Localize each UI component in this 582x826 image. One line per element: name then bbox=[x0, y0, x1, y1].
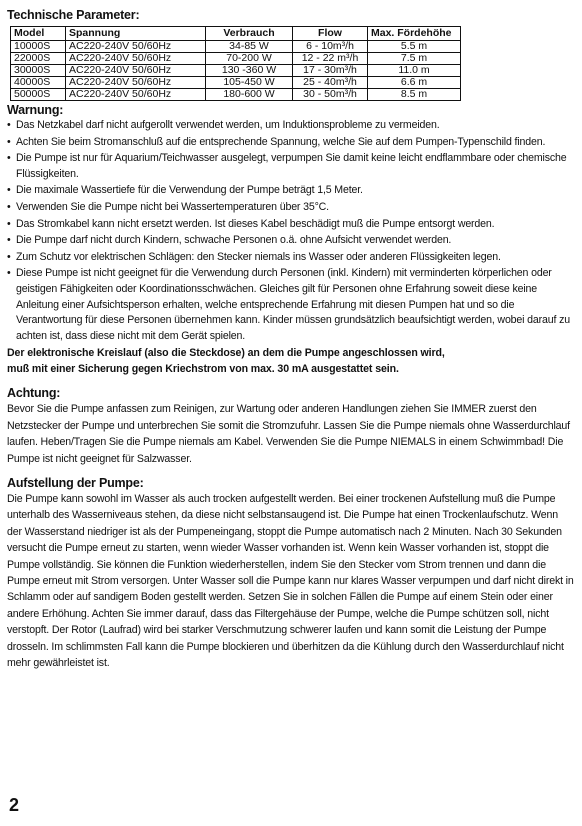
cell-spannung: AC220-240V 50/60Hz bbox=[66, 89, 206, 101]
cell-verbrauch: 70-200 W bbox=[206, 53, 293, 65]
safety-note-line-1: Der elektronische Kreislauf (also die Steckdose) an dem die Pumpe angeschlossen wird, bbox=[7, 347, 445, 360]
cell-flow: 12 - 22 m³/h bbox=[293, 53, 368, 65]
safety-note-line-2: muß mit einer Sicherung gegen Kriechstrom von max. 30 mA ausgestattet sein. bbox=[7, 363, 399, 376]
cell-spannung: AC220-240V 50/60Hz bbox=[66, 41, 206, 53]
setup-title: Aufstellung der Pumpe: bbox=[7, 475, 144, 490]
cell-model: 22000S bbox=[11, 53, 66, 65]
list-item: • Diese Pumpe ist nicht geeignet für die Verwendung durch Personen (inkl. Kindern) mit verminderten körperlichen oder geistigen Fähigkeiten oder Koordinationsschwächen. Gleiches gilt für Personen ohne Erfahrung soweit diese keine Anleitung einer Aufsichtsperson erhalten, welche entsprechende Erfahrung mit diesen Pumpen hat und so die Verantwortung für diese Personen übernehmen kann. Kinder müssen grundsätzlich beaufsichtigt werden, wobei darauf zu achten ist, dass diese nicht mit dem Gerät spielen. bbox=[7, 266, 575, 344]
cell-model: 10000S bbox=[11, 41, 66, 53]
params-table bbox=[10, 26, 461, 101]
cell-spannung: AC220-240V 50/60Hz bbox=[66, 53, 206, 65]
list-item: • Das Netzkabel darf nicht aufgerollt verwendet werden, um Induktionsprobleme zu vermeiden. bbox=[7, 118, 575, 134]
table-row bbox=[11, 65, 461, 77]
cell-max: 5.5 m bbox=[368, 41, 461, 53]
cell-verbrauch: 34-85 W bbox=[206, 41, 293, 53]
setup-section bbox=[7, 476, 575, 671]
cell-max: 6.6 m bbox=[368, 77, 461, 89]
list-item: • Die Pumpe ist nur für Aquarium/Teichwasser ausgelegt, verpumpen Sie damit keine leicht endflammbare oder chemische Flüssigkeiten. bbox=[7, 151, 575, 182]
cell-max: 7.5 m bbox=[368, 53, 461, 65]
warning-list bbox=[7, 118, 575, 344]
cell-model: 50000S bbox=[11, 89, 66, 101]
table-row bbox=[11, 77, 461, 89]
table-row bbox=[11, 53, 461, 65]
header-verbrauch: Verbrauch bbox=[206, 27, 293, 41]
list-item: • Zum Schutz vor elektrischen Schlägen: den Stecker niemals ins Wasser oder anderen Flüssigkeiten legen. bbox=[7, 250, 575, 266]
cell-max: 11.0 m bbox=[368, 65, 461, 77]
cell-spannung: AC220-240V 50/60Hz bbox=[66, 77, 206, 89]
params-title: Technische Parameter: bbox=[7, 8, 140, 22]
list-item: • Die maximale Wassertiefe für die Verwendung der Pumpe beträgt 1,5 Meter. bbox=[7, 183, 575, 199]
cell-model: 30000S bbox=[11, 65, 66, 77]
manual-page bbox=[7, 8, 575, 671]
table-row bbox=[11, 41, 461, 53]
attention-text: Bevor Sie die Pumpe anfassen zum Reinigen, zur Wartung oder anderen Handlungen ziehen Sie IMMER zuerst den Netzstecker der Pumpe und unterbrechen Sie somit die Stromzufuhr. Lassen Sie die Pumpe niemals ohne Wasserdurchlauf laufen. Heben/Tragen Sie die Pumpe niemals am Kabel. Verwenden Sie die Pumpe NIEMALS in einem Schwimmbad! Die Pumpe ist nicht geeignet für Salzwasser. bbox=[7, 403, 570, 465]
cell-verbrauch: 130 -360 W bbox=[206, 65, 293, 77]
attention-section bbox=[7, 386, 575, 467]
cell-verbrauch: 105-450 W bbox=[206, 77, 293, 89]
cell-model: 40000S bbox=[11, 77, 66, 89]
cell-flow: 30 - 50m³/h bbox=[293, 89, 368, 101]
warning-title: Warnung: bbox=[7, 103, 64, 117]
cell-max: 8.5 m bbox=[368, 89, 461, 101]
header-max-foerderhoehe: Max. Fördehöhe bbox=[368, 27, 461, 41]
cell-spannung: AC220-240V 50/60Hz bbox=[66, 65, 206, 77]
cell-flow: 6 - 10m³/h bbox=[293, 41, 368, 53]
params-header-row bbox=[11, 27, 461, 41]
header-spannung: Spannung bbox=[66, 27, 206, 41]
list-item: • Verwenden Sie die Pumpe nicht bei Wassertemperaturen über 35°C. bbox=[7, 200, 575, 216]
attention-title: Achtung: bbox=[7, 386, 61, 401]
setup-text: Die Pumpe kann sowohl im Wasser als auch trocken aufgestellt werden. Bei einer trockenen Aufstellung muß die Pumpe unterhalb des Wasserniveaus stehen, da diese nicht selbstansaugend ist. Die Pumpe hat einen Trockenlaufschutz. Wenn der Wasserstand niedriger ist als der Pumpeneingang, stoppt die Pumpe automatisch nach 2 Minuten. Nach 30 Sekunden versucht die Pumpe erneut zu starten, wenn wieder Wasser vorhanden ist. Wenn kein Wasser vorhanden ist, stoppt die Pumpe vollständig. Sie können die Funktion wiederherstellen, indem Sie den Stecker vom Strom trennen und dann die Pumpe erneut mit Strom versorgen. Unter Wasser soll die Pumpe kann nur klares Wasser verpumpen und darf nicht direkt in Schlamm oder auf sandigem Boden gestellt werden. Setzen Sie in solchen Fällen die Pumpe auf einem Stein oder einer andere Erhöhung. Achten Sie immer darauf, dass das Filtergehäuse der Pumpe, welche die Pumpe schützen soll, nicht verstopft. Der Rotor (Laufrad) wird bei starker Verschmutzung schwerer laufen und kann somit die Leistung der Pumpe drosseln. Im schlimmsten Fall kann die Pumpe blockieren und überhitzen da die Kühlung durch den Wasserdurchlauf nicht mehr gewährleistet ist. bbox=[7, 492, 574, 669]
header-model: Model bbox=[11, 27, 66, 41]
table-row bbox=[11, 89, 461, 101]
list-item: • Das Stromkabel kann nicht ersetzt werden. Ist dieses Kabel beschädigt muß die Pumpe entsorgt werden. bbox=[7, 217, 575, 233]
list-item: • Die Pumpe darf nicht durch Kindern, schwache Personen o.ä. ohne Aufsicht verwendet werden. bbox=[7, 233, 575, 249]
list-item: • Achten Sie beim Stromanschluß auf die entsprechende Spannung, welche Sie auf dem Pumpen-Typenschild finden. bbox=[7, 135, 575, 151]
header-flow: Flow bbox=[293, 27, 368, 41]
cell-flow: 17 - 30m³/h bbox=[293, 65, 368, 77]
cell-flow: 25 - 40m³/h bbox=[293, 77, 368, 89]
cell-verbrauch: 180-600 W bbox=[206, 89, 293, 101]
page-number: 2 bbox=[9, 795, 20, 815]
